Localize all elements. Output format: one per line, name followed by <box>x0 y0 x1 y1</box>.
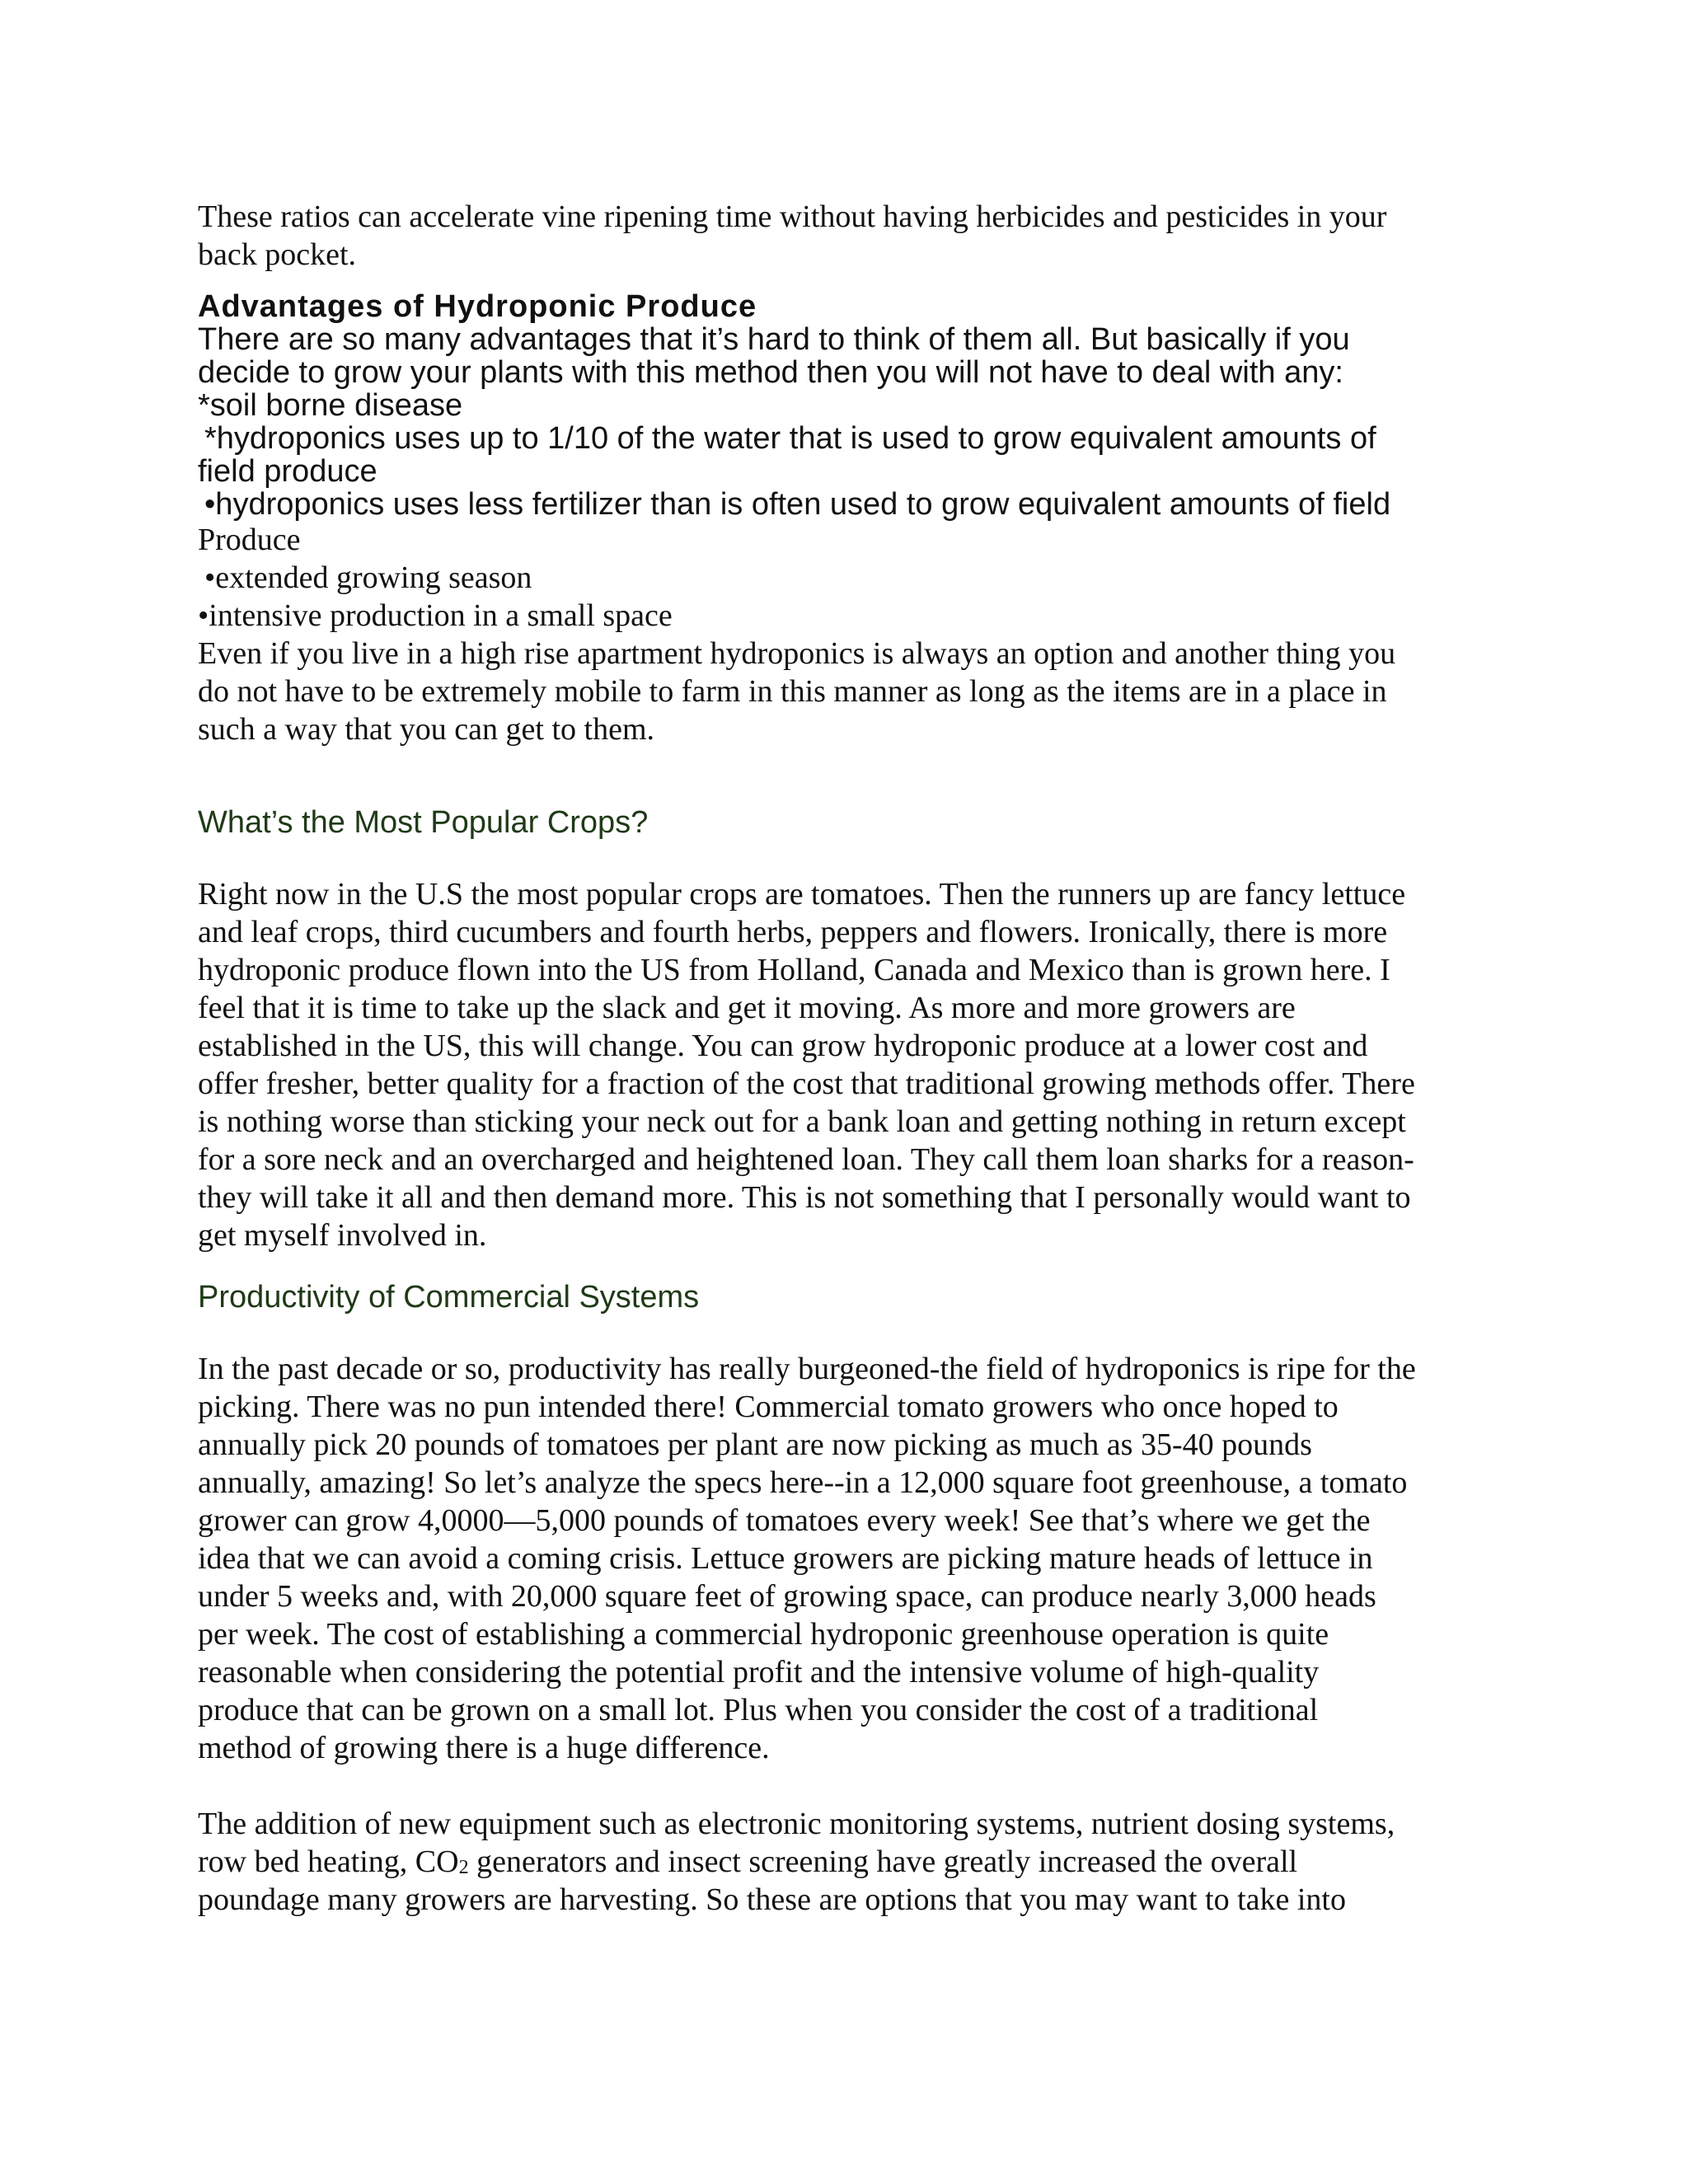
text-line: field produce <box>198 454 377 489</box>
text-line: for a sore neck and an overcharged and heightened loan. They call them loan sharks for a reason- <box>198 1142 1414 1177</box>
text-line: There are so many advantages that it’s hard to think of them all. But basically if you <box>198 322 1350 357</box>
productivity-heading: Productivity of Commercial Systems <box>198 1280 700 1315</box>
text-line: do not have to be extremely mobile to farm in this manner as long as the items are in a place in <box>198 674 1387 709</box>
text-line: poundage many growers are harvesting. So these are options that you may want to take into <box>198 1882 1346 1917</box>
text-line: established in the US, this will change. You can grow hydroponic produce at a lower cost and <box>198 1029 1368 1063</box>
text-line: annually pick 20 pounds of tomatoes per plant are now picking as much as 35-40 pounds <box>198 1427 1312 1462</box>
text-line: grower can grow 4,0000—5,000 pounds of tomatoes every week! See that’s where we get the <box>198 1503 1371 1538</box>
text-line: hydroponic produce flown into the US from Holland, Canada and Mexico than is grown here. I <box>198 953 1390 987</box>
text-fragment: row bed heating, CO <box>198 1844 459 1879</box>
text-line: The addition of new equipment such as electronic monitoring systems, nutrient dosing systems, <box>198 1807 1395 1841</box>
popular-crops-heading: What’s the Most Popular Crops? <box>198 805 649 840</box>
text-line: idea that we can avoid a coming crisis. Lettuce growers are picking mature heads of lettuce in <box>198 1541 1373 1576</box>
text-line: and leaf crops, third cucumbers and fourth herbs, peppers and flowers. Ironically, there is more <box>198 915 1388 949</box>
productivity-paragraph-1 <box>198 1350 1500 1767</box>
text-line: Even if you live in a high rise apartment hydroponics is always an option and another thing you <box>198 636 1396 671</box>
text-line: get myself involved in. <box>198 1218 487 1253</box>
list-item: *hydroponics uses up to 1/10 of the water that is used to grow equivalent amounts of <box>204 421 1376 456</box>
text-line: is nothing worse than sticking your neck out for a bank loan and getting nothing in return except <box>198 1104 1406 1139</box>
list-item: •extended growing season <box>204 560 532 595</box>
subscript: 2 <box>458 1857 469 1878</box>
text-line: method of growing there is a huge difference. <box>198 1731 770 1765</box>
text-line: feel that it is time to take up the slack and get it moving. As more and more growers are <box>198 991 1296 1025</box>
advantages-heading: Advantages of Hydroponic Produce <box>198 289 757 324</box>
text-line: under 5 weeks and, with 20,000 square feet of growing space, can produce nearly 3,000 heads <box>198 1579 1376 1614</box>
advantages-list <box>198 323 1500 521</box>
text-line: back pocket. <box>198 237 357 272</box>
productivity-paragraph-2 <box>198 1805 1500 1919</box>
text-line: picking. There was no pun intended there! Commercial tomato growers who once hoped to <box>198 1390 1339 1424</box>
list-item: •hydroponics uses less fertilizer than is often used to grow equivalent amounts of field <box>204 487 1391 522</box>
text-line: per week. The cost of establishing a commercial hydroponic greenhouse operation is quite <box>198 1617 1329 1652</box>
text-line: such a way that you can get to them. <box>198 712 655 747</box>
text-line: decide to grow your plants with this method then you will not have to deal with any: <box>198 355 1343 390</box>
list-item: •intensive production in a small space <box>198 598 673 633</box>
text-line: These ratios can accelerate vine ripening time without having herbicides and pesticides in your <box>198 199 1387 234</box>
text-line <box>198 1843 1500 1881</box>
text-line: annually, amazing! So let’s analyze the specs here--in a 12,000 square foot greenhouse, a tomato <box>198 1465 1408 1500</box>
text-fragment: generators and insect screening have greatly increased the overall <box>468 1844 1298 1879</box>
text-line: they will take it all and then demand more. This is not something that I personally would want to <box>198 1180 1411 1215</box>
text-line: In the past decade or so, productivity has really burgeoned-the field of hydroponics is ripe for the <box>198 1352 1416 1386</box>
document-page <box>198 198 1500 1919</box>
text-line: produce that can be grown on a small lot. Plus when you consider the cost of a traditional <box>198 1693 1319 1727</box>
advantages-continued <box>198 521 1500 748</box>
text-line: offer fresher, better quality for a fraction of the cost that traditional growing methods offer. There <box>198 1066 1415 1101</box>
intro-paragraph <box>198 198 1500 274</box>
popular-crops-paragraph <box>198 875 1500 1254</box>
text-line: Right now in the U.S the most popular crops are tomatoes. Then the runners up are fancy lettuce <box>198 877 1406 912</box>
text-line: reasonable when considering the potential profit and the intensive volume of high-quality <box>198 1655 1320 1690</box>
list-item: *soil borne disease <box>198 388 463 423</box>
text-line: Produce <box>198 523 301 557</box>
